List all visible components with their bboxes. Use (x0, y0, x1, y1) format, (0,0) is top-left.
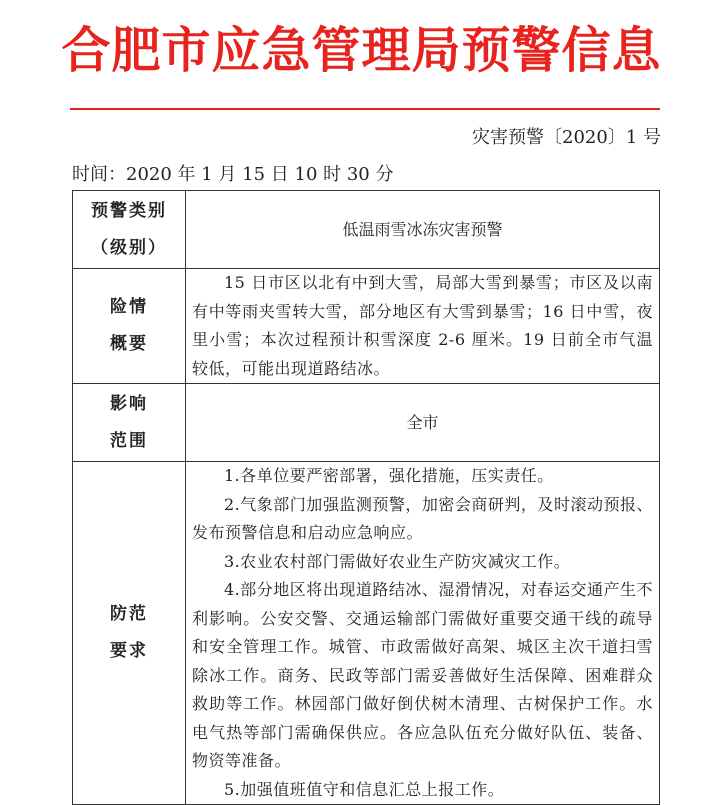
document-title: 合肥市应急管理局预警信息 (61, 21, 662, 79)
measure-item-4: 4.部分地区将出现道路结冰、湿滑情况，对春运交通产生不利影响。公安交警、交通运输部门需做好重要交通干线的疏导和安全管理工作。城管、市政需做好高架、城区主次干道扫雪除冰工作。商务、民政等部门需妥善做好生活保障、困难群众救助等工作。林园部门做好倒伏树木清理、古树保护工作。水电气热等部门需确保供应。各应急队伍充分做好队伍、装备、物资等准备。 (192, 580, 653, 770)
warning-table (72, 190, 660, 805)
situation-label-line1: 险情 (110, 297, 148, 317)
situation-label-line2: 概要 (110, 334, 148, 354)
scope-row (73, 384, 660, 462)
measures-row (73, 462, 660, 805)
category-row (73, 191, 660, 269)
measure-item-1: 1.各单位要严密部署，强化措施，压实责任。 (224, 466, 554, 485)
category-label-line2: （级别） (91, 237, 167, 258)
measures-cell (186, 462, 660, 805)
measures-label-line2: 要求 (110, 641, 148, 661)
category-value: 低温雨雪冰冻灾害预警 (186, 191, 660, 269)
situation-row (73, 269, 660, 384)
scope-label-line2: 范围 (110, 430, 148, 451)
scope-label (73, 384, 186, 462)
scope-value: 全市 (186, 384, 660, 462)
measure-item-5: 5.加强值班值守和信息汇总上报工作。 (224, 779, 505, 799)
scope-label-line1: 影响 (110, 393, 148, 414)
situation-label (73, 269, 186, 384)
measure-item-3: 3.农业农村部门需做好农业生产防灾减灾工作。 (224, 551, 571, 571)
category-label (73, 191, 186, 269)
situation-cell (186, 269, 660, 384)
measures-label-line1: 防范 (110, 604, 148, 624)
issue-time: 时间：2020 年 1 月 15 日 10 时 30 分 (72, 164, 394, 185)
title-divider (70, 108, 660, 110)
situation-text: 15 日市区以北有中到大雪，局部大雪到暴雪；市区及以南有中等雨夹雪转大雪，部分地区有大雪到暴雪；16 日中雪，夜里小雪；本次过程预计积雪深度 2-6 厘米。19 日前全市气温较低，可能出现道路结冰。 (192, 273, 653, 378)
category-label-line1: 预警类别 (91, 200, 167, 221)
measures-label (73, 462, 186, 805)
document-number: 灾害预警〔2020〕1 号 (472, 127, 661, 148)
measure-item-2: 2.气象部门加强监测预警，加密会商研判，及时滚动预报、发布预警信息和启动应急响应。 (192, 494, 653, 542)
